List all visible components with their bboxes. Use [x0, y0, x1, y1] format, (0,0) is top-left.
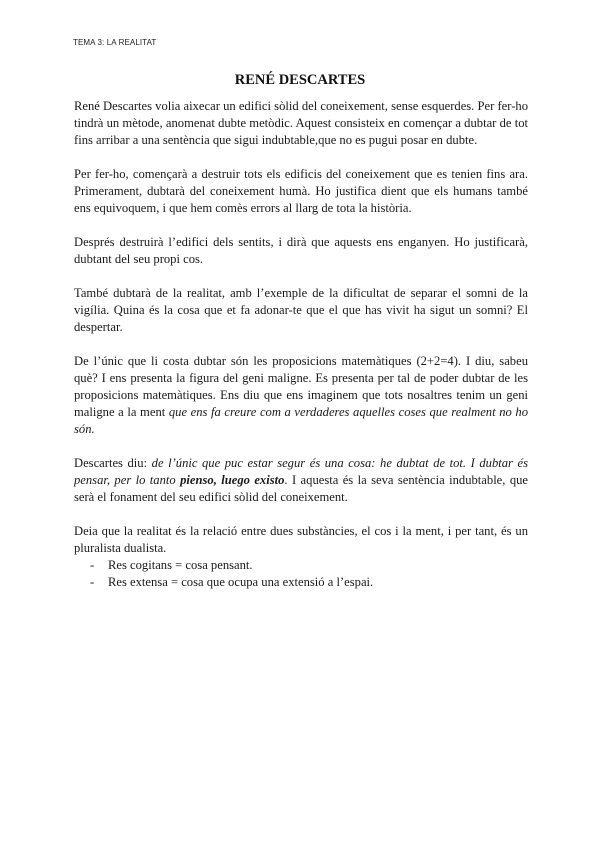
paragraph-6-rest: . I aquesta és la seva sentència indubtable, que serà el fonament del seu edifici sòlid del coneixement.: [74, 473, 529, 504]
list-item-text: Res extensa = cosa que ocupa una extensió a l’espai.: [108, 575, 374, 589]
document-body: [74, 98, 528, 591]
list-dash: -: [90, 558, 95, 572]
paragraph-6: [74, 455, 528, 506]
paragraph-6-bold-italic: pienso, luego existo: [180, 473, 285, 487]
document-header: TEMA 3: LA REALITAT: [73, 38, 157, 47]
substances-list: [74, 557, 528, 591]
list-item: [74, 574, 528, 591]
list-item-text: Res cogitans = cosa pensant.: [108, 558, 253, 572]
paragraph-3: Després destruirà l’edifici dels sentits, i dirà que aquests ens enganyen. Ho justificarà, dubtant del seu propi cos.: [74, 235, 528, 266]
paragraph-4: També dubtarà de la realitat, amb l’exemple de la dificultat de separar el somni de la vigília. Quina és la cosa que et fa adonar-te que el que has vivit ha sigut un somni? El despertar.: [74, 286, 528, 334]
list-item: [74, 557, 528, 574]
document-title: RENÉ DESCARTES: [234, 72, 366, 88]
paragraph-1: René Descartes volia aixecar un edifici sòlid del coneixement, sense esquerdes. Per fer-ho tindrà un mètode, anomenat dubte metòdic. Aquest consisteix en començar a dubtar de tot fins arribar a una sentència que sigui indubtable,que no es pugui posar en dubte.: [74, 99, 528, 147]
paragraph-5-italic: que ens fa creure com a verdaderes aquelles coses que realment no ho són.: [74, 405, 528, 436]
paragraph-5: [74, 353, 528, 438]
list-dash: -: [90, 575, 95, 589]
paragraph-7: Deia que la realitat és la relació entre dues substàncies, el cos i la ment, i per tant, és un pluralista dualista.: [74, 524, 528, 555]
paragraph-6-lead: Descartes diu:: [74, 456, 152, 470]
paragraph-2: Per fer-ho, començarà a destruir tots els edificis del coneixement que es tenien fins ara. Primerament, dubtarà del coneixement humà. Ho justifica dient que els humans també ens equivoquem, i que hem comès errors al llarg de tota la història.: [74, 167, 528, 215]
paragraph-5-text: De l’únic que li costa dubtar són les proposicions matemàtiques (2+2=4). I diu, sabeu què? I ens presenta la figura del geni maligne. Es presenta per tal de poder dubtar de les proposicions matemàtiques. Ens diu que ens imaginem que tots nosaltres tenim un geni maligne a la ment: [74, 354, 528, 419]
paragraph-6-italic: de l’únic que puc estar segur és una cosa: he dubtat de tot. I dubtar és pensar, per lo tanto: [74, 456, 528, 487]
